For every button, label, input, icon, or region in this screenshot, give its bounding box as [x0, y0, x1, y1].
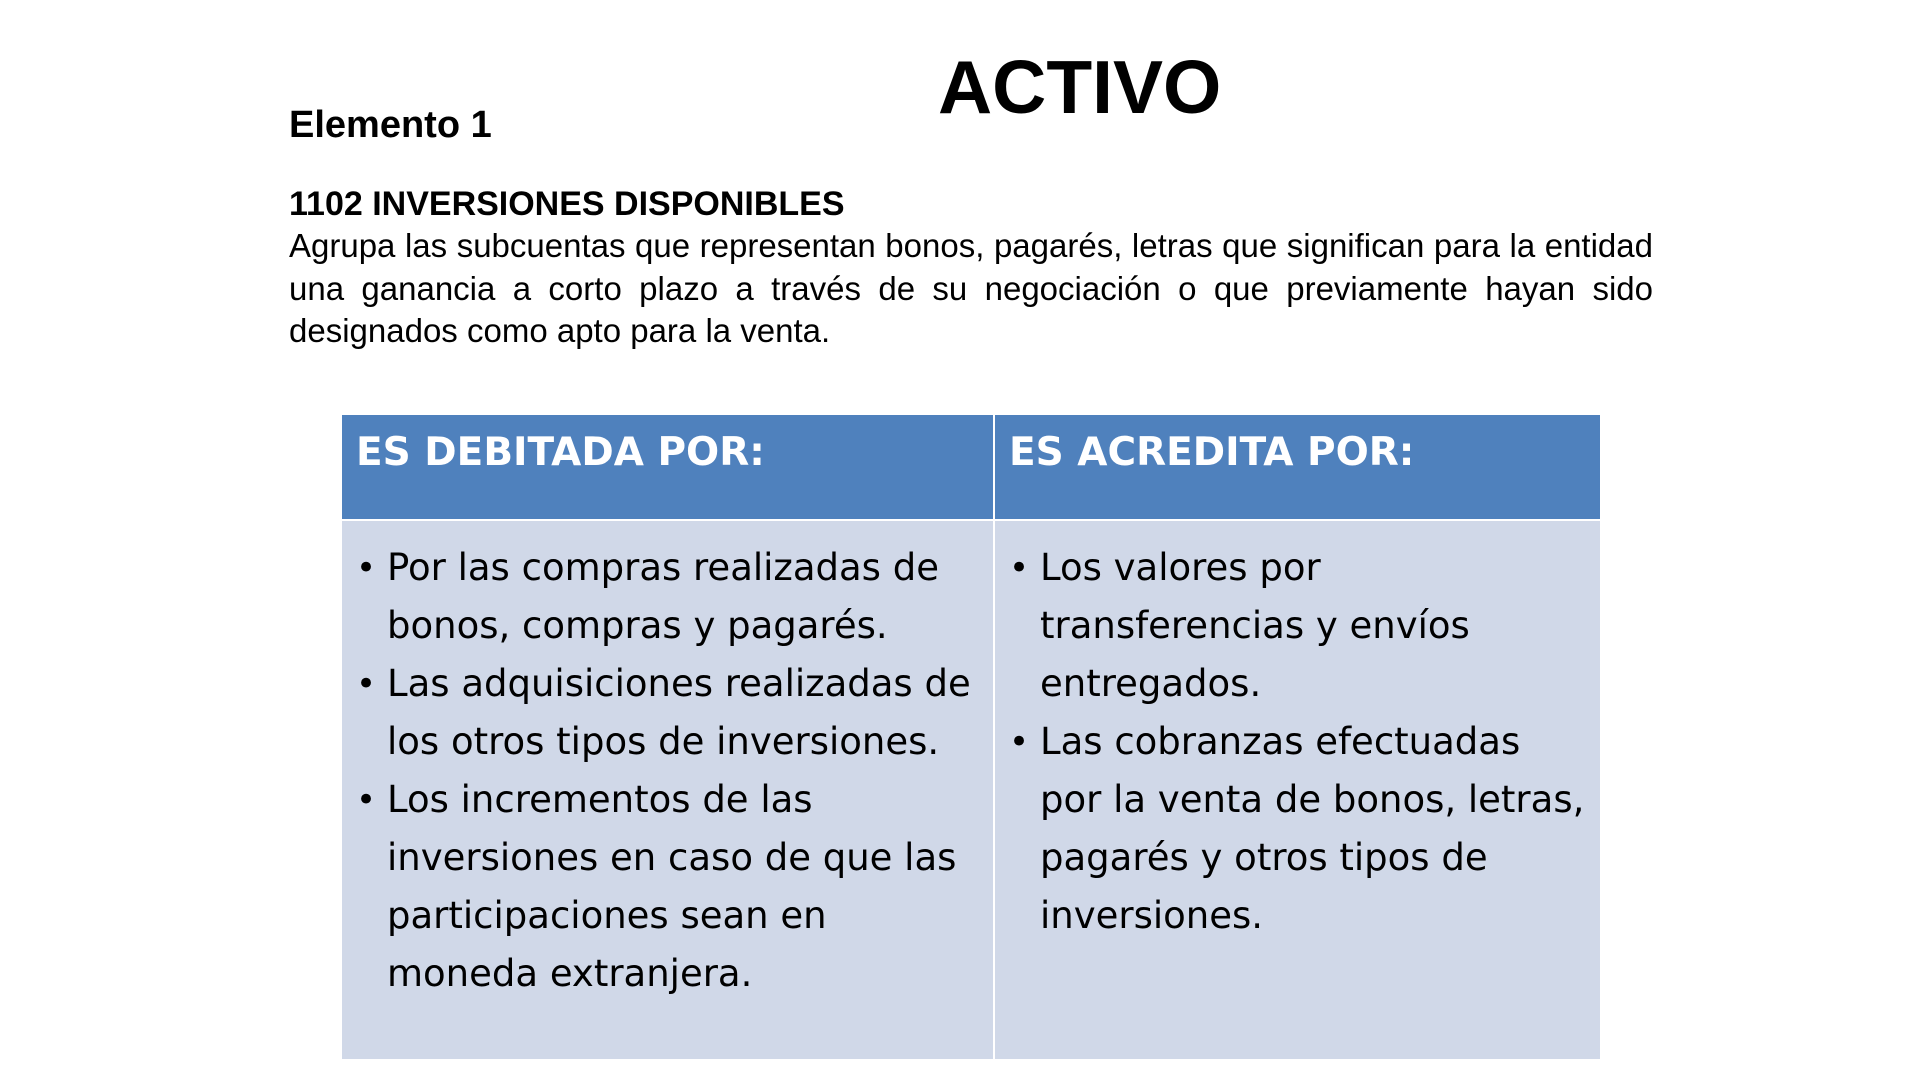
debit-heading: ES DEBITADA POR:	[341, 414, 994, 520]
bullet-icon: •	[356, 548, 377, 588]
bullet-icon: •	[356, 780, 377, 820]
list-item-text: Los valores por transferencias y envíos entregados.	[1040, 546, 1470, 705]
list-item	[356, 771, 985, 1003]
account-description: Agrupa las subcuentas que representan bonos, pagarés, letras que significan para la entidad una ganancia a corto plazo a través de su negociación o que previamente hayan sido designados como apto para la venta.	[289, 227, 1653, 349]
credit-list	[1009, 539, 1592, 945]
credit-heading: ES ACREDITA POR:	[994, 414, 1601, 520]
credit-cell	[994, 520, 1601, 1060]
bullet-icon: •	[356, 664, 377, 704]
account-code: 1102 INVERSIONES DISPONIBLES	[289, 185, 845, 223]
account-description-block	[289, 183, 1653, 353]
debit-credit-table	[340, 413, 1602, 1061]
list-item	[356, 539, 985, 655]
bullet-icon: •	[1009, 548, 1030, 588]
list-item-text: Las adquisiciones realizadas de los otros tipos de inversiones.	[387, 662, 971, 763]
list-item	[1009, 539, 1592, 713]
table-header-row	[341, 414, 1601, 520]
table-body-row	[341, 520, 1601, 1060]
list-item-text: Los incrementos de las inversiones en caso de que las participaciones sean en moneda extranjera.	[387, 778, 957, 995]
list-item	[356, 655, 985, 771]
list-item-text: Por las compras realizadas de bonos, compras y pagarés.	[387, 546, 939, 647]
list-item	[1009, 713, 1592, 945]
element-label: Elemento 1	[289, 104, 492, 146]
debit-cell	[341, 520, 994, 1060]
slide-title: ACTIVO	[938, 45, 1222, 129]
bullet-icon: •	[1009, 722, 1030, 762]
list-item-text: Las cobranzas efectuadas por la venta de bonos, letras, pagarés y otros tipos de inversiones.	[1040, 720, 1585, 937]
debit-list	[356, 539, 985, 1003]
